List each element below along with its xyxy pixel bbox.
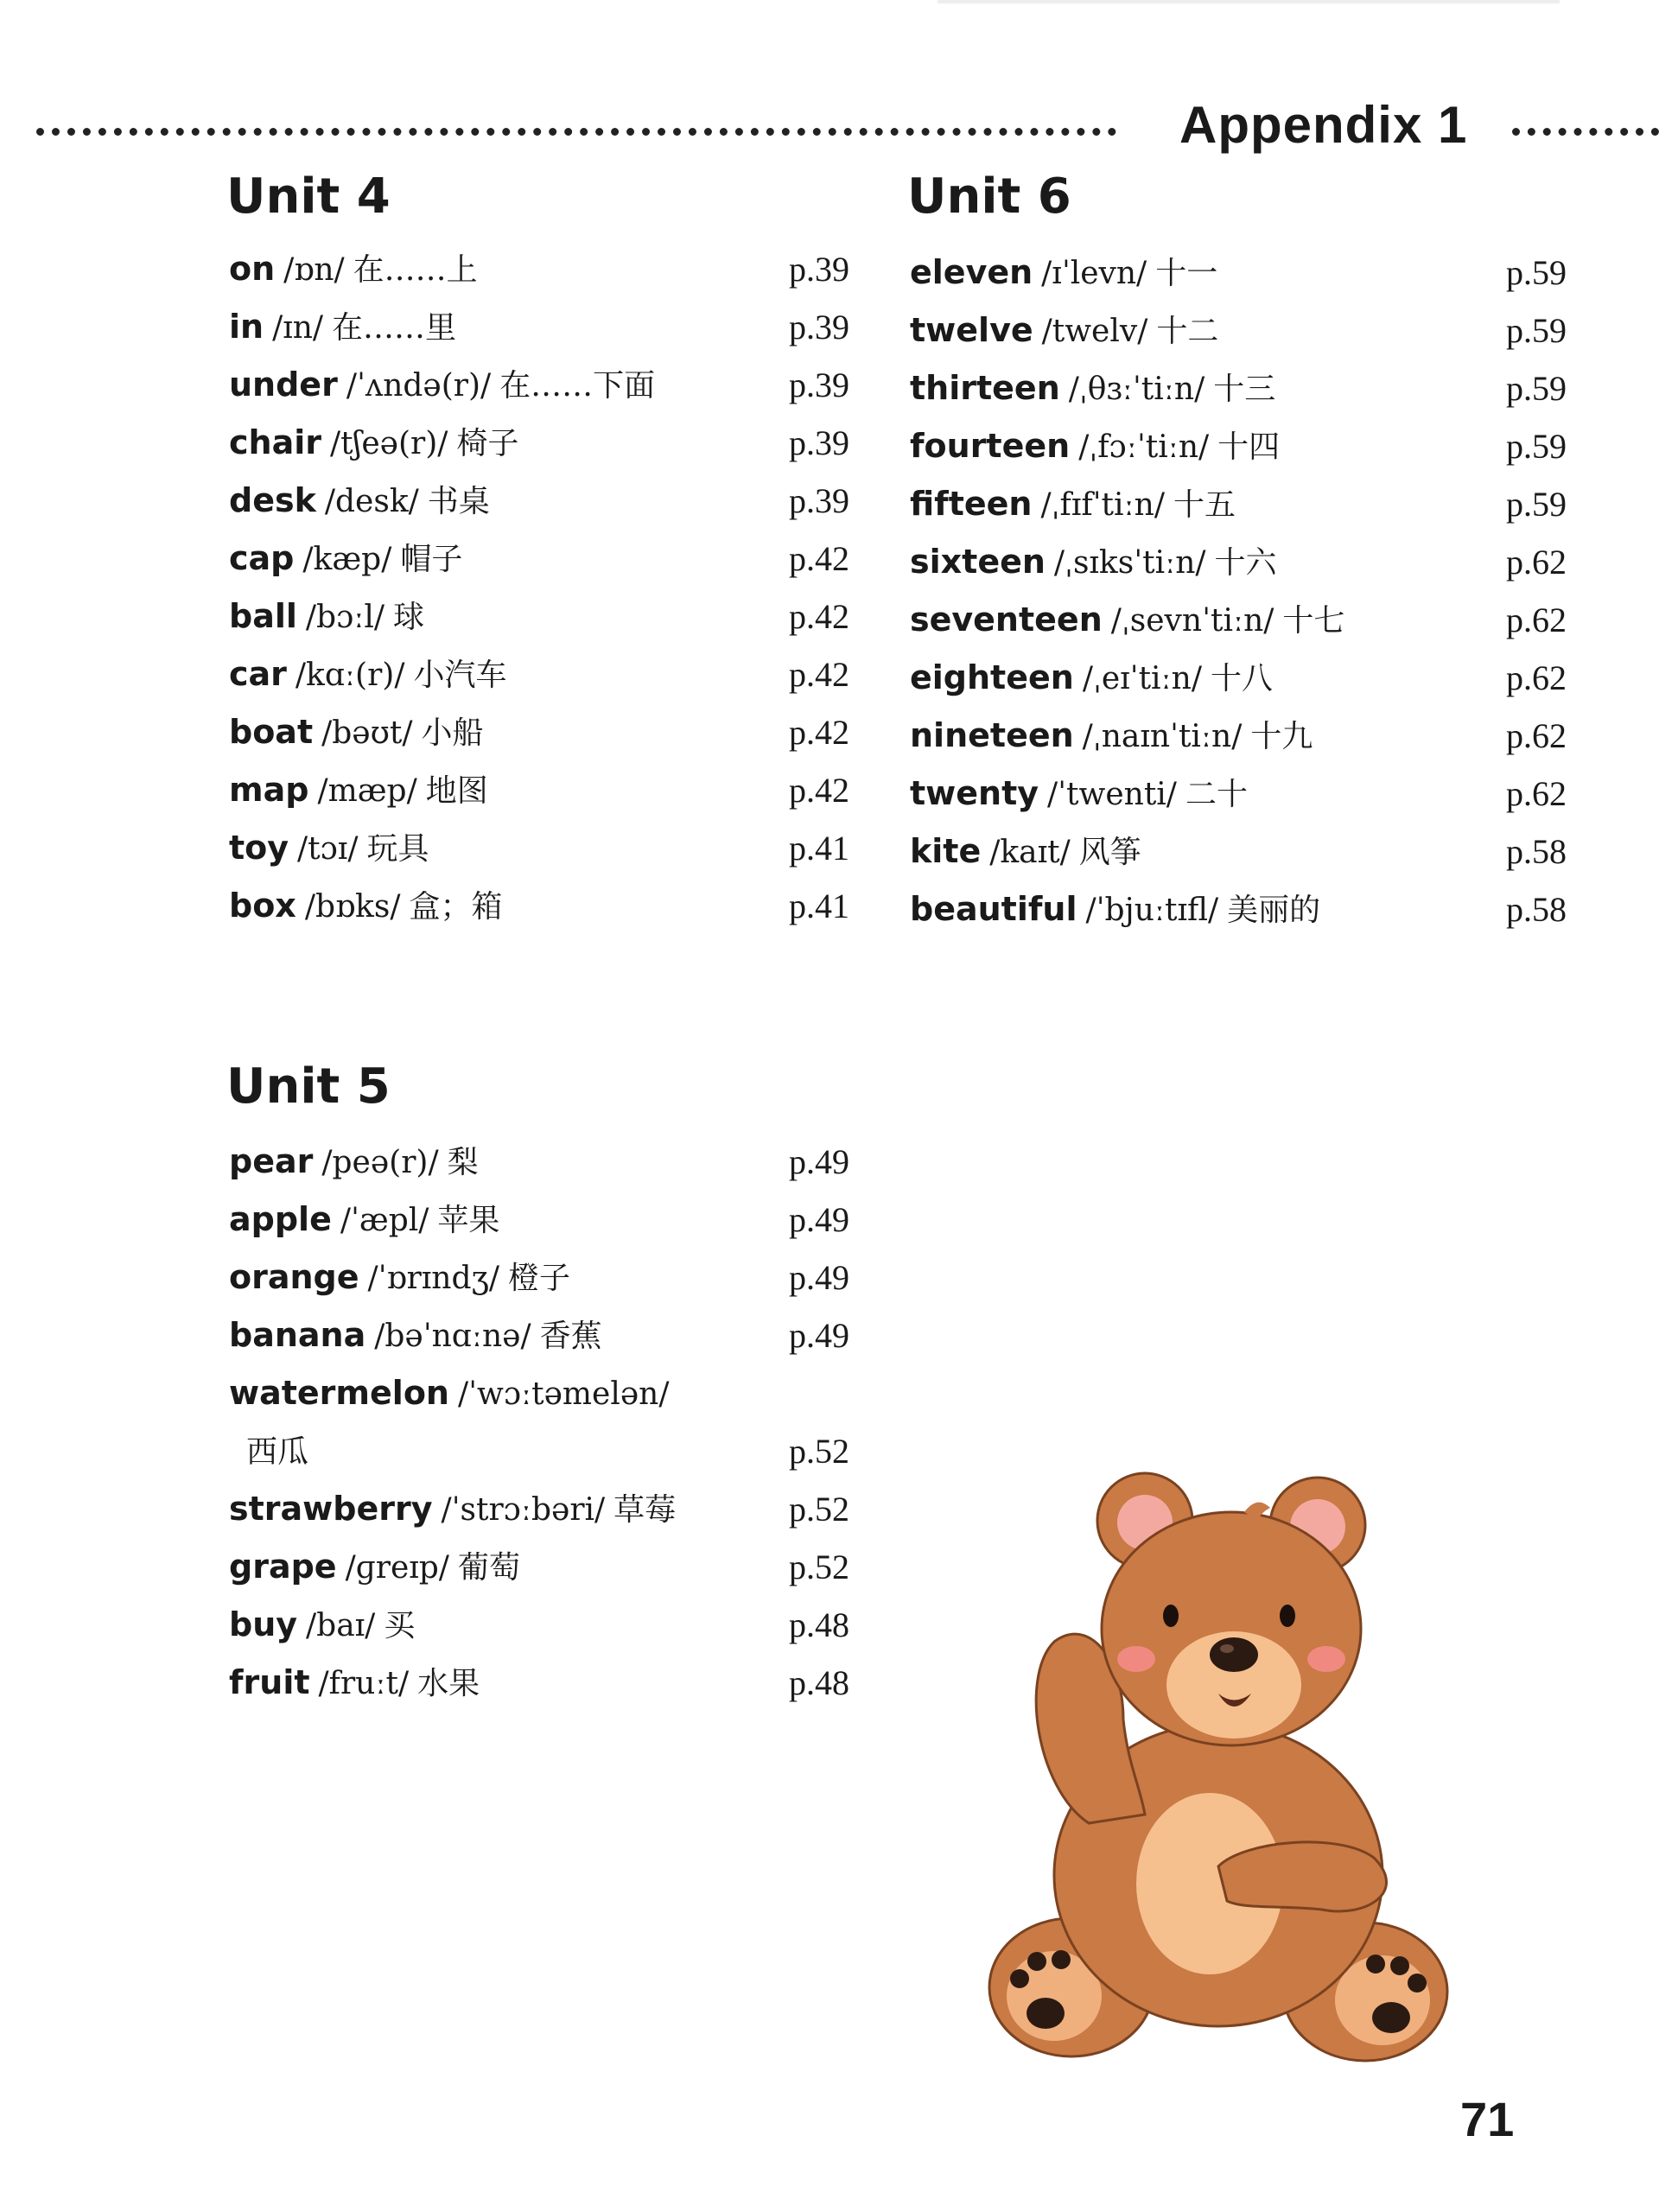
vocab-chinese: 风筝: [1078, 835, 1141, 870]
vocab-phonetic: /kɑː(r)/: [295, 658, 405, 693]
unit-6-vocab-list: [910, 244, 1567, 938]
vocab-chinese: 十二: [1156, 314, 1219, 349]
vocab-chinese: 十八: [1211, 661, 1274, 696]
vocab-chinese: 十五: [1173, 487, 1236, 523]
vocab-phonetic: /kæp/: [302, 542, 392, 577]
vocab-entry: [910, 591, 1567, 649]
vocab-word: on: [229, 250, 276, 288]
vocab-phonetic: /ˈstrɔːbəri/: [441, 1492, 606, 1528]
vocab-page-ref: p.39: [789, 481, 849, 520]
vocab-page-ref: p.62: [1506, 774, 1567, 813]
vocab-entry: [229, 1654, 849, 1712]
dotted-rule-left: [36, 128, 1116, 136]
vocab-page-ref: p.39: [789, 308, 849, 346]
vocab-entry: [910, 417, 1567, 475]
vocab-page-ref: p.49: [789, 1258, 849, 1297]
vocab-word: thirteen: [910, 369, 1060, 407]
vocab-entry: [229, 414, 849, 472]
vocab-chinese: 帽子: [400, 542, 463, 577]
vocab-page-ref: p.52: [789, 1548, 849, 1586]
vocab-phonetic: /bɔːl/: [305, 600, 385, 635]
vocab-word: fruit: [229, 1663, 310, 1701]
vocab-entry: [229, 1480, 849, 1538]
vocab-word: beautiful: [910, 890, 1077, 928]
vocab-chinese: 梨: [447, 1145, 479, 1180]
vocab-chinese: 在……里: [332, 310, 457, 346]
vocab-word: toy: [229, 829, 289, 867]
vocab-page-ref: p.62: [1506, 658, 1567, 697]
vocab-page-ref: p.59: [1506, 427, 1567, 466]
vocab-entry: [229, 530, 849, 588]
vocab-chinese: 十九: [1250, 719, 1313, 754]
vocab-phonetic: /twelv/: [1041, 314, 1148, 349]
top-edge-strip: [938, 0, 1560, 3]
vocab-page-ref: p.42: [789, 713, 849, 752]
vocab-word: map: [229, 771, 309, 809]
vocab-chinese: 水果: [417, 1666, 480, 1701]
vocab-phonetic: /ˌeɪˈtiːn/: [1082, 661, 1202, 696]
vocab-chinese: 在……下面: [499, 368, 656, 404]
vocab-page-ref: p.58: [1506, 890, 1567, 929]
vocab-phonetic: /ˌsɪksˈtiːn/: [1053, 545, 1206, 581]
vocab-entry: [229, 1538, 849, 1596]
vocab-chinese: 玩具: [366, 831, 429, 867]
vocab-page-ref: p.42: [789, 771, 849, 810]
vocab-entry: [229, 1422, 849, 1480]
vocab-word: nineteen: [910, 716, 1074, 754]
vocab-phonetic: /ɡreɪp/: [345, 1550, 449, 1586]
vocab-word: pear: [229, 1142, 314, 1180]
vocab-page-ref: p.49: [789, 1142, 849, 1181]
vocab-word: eighteen: [910, 658, 1074, 696]
vocab-word: strawberry: [229, 1490, 433, 1528]
vocab-word: ball: [229, 597, 297, 635]
vocab-word: desk: [229, 481, 316, 519]
vocab-chinese: 地图: [425, 773, 488, 809]
vocab-phonetic: /ɪˈlevn/: [1041, 256, 1147, 291]
vocab-phonetic: /kaɪt/: [989, 835, 1071, 870]
vocab-chinese: 盒；箱: [409, 889, 503, 925]
vocab-entry: [910, 244, 1567, 302]
vocab-word: eleven: [910, 253, 1033, 291]
vocab-entry: [229, 1249, 849, 1306]
unit-5-title: Unit 5: [226, 1058, 391, 1115]
vocab-phonetic: /bəʊt/: [321, 715, 413, 751]
vocab-chinese: 草莓: [613, 1492, 677, 1528]
vocab-phonetic: /ˈɒrɪndʒ/: [367, 1261, 499, 1296]
vocab-word: boat: [229, 713, 314, 751]
vocab-page-ref: p.41: [789, 887, 849, 925]
vocab-chinese: 椅子: [456, 426, 519, 461]
vocab-page-ref: p.48: [789, 1605, 849, 1644]
unit-6-title: Unit 6: [907, 168, 1071, 225]
vocab-phonetic: /ˈæpl/: [340, 1203, 429, 1238]
vocab-phonetic: /ˌnaɪnˈtiːn/: [1082, 719, 1243, 754]
vocab-entry: [229, 819, 849, 877]
vocab-word: under: [229, 365, 338, 404]
vocab-chinese: 在……上: [353, 252, 478, 288]
vocab-phonetic: /ˌθɜːˈtiːn/: [1068, 372, 1205, 407]
vocab-chinese: 二十: [1185, 777, 1248, 812]
vocab-chinese: 美丽的: [1227, 893, 1321, 928]
vocab-word: car: [229, 655, 287, 693]
vocab-entry: [229, 1191, 849, 1249]
page-number: 71: [1460, 2092, 1515, 2146]
vocab-phonetic: /ˌfɪfˈtiːn/: [1040, 487, 1165, 523]
vocab-word: box: [229, 887, 296, 925]
vocab-chinese: 西瓜: [246, 1434, 309, 1470]
unit-4-title: Unit 4: [226, 168, 391, 225]
vocab-chinese: 香蕉: [539, 1319, 602, 1354]
appendix-title: Appendix 1: [1179, 96, 1468, 154]
vocab-page-ref: p.39: [789, 365, 849, 404]
vocab-phonetic: /tɔɪ/: [297, 831, 359, 867]
vocab-word: cap: [229, 539, 295, 577]
vocab-entry: [910, 823, 1567, 880]
vocab-page-ref: p.62: [1506, 543, 1567, 582]
vocab-phonetic: /desk/: [324, 484, 419, 519]
vocab-word: twenty: [910, 774, 1039, 812]
teddy-bear-icon: [959, 1460, 1478, 2082]
unit-4-vocab-list: [229, 240, 849, 935]
vocab-word: chair: [229, 423, 321, 461]
vocab-entry: [229, 877, 849, 935]
vocab-word: sixteen: [910, 543, 1046, 581]
vocab-word: orange: [229, 1258, 359, 1296]
vocab-phonetic: /ɪn/: [272, 310, 324, 346]
vocab-chinese: 小汽车: [413, 658, 507, 693]
vocab-entry: [229, 1306, 849, 1364]
vocab-page-ref: p.62: [1506, 601, 1567, 639]
vocab-page-ref: p.39: [789, 423, 849, 462]
vocab-page-ref: p.62: [1506, 716, 1567, 755]
vocab-chinese: 买: [384, 1608, 416, 1643]
vocab-entry: [910, 707, 1567, 765]
bear-drawing: [989, 1473, 1447, 2061]
vocab-word: apple: [229, 1200, 332, 1238]
vocab-page-ref: p.59: [1506, 485, 1567, 524]
vocab-page-ref: p.48: [789, 1663, 849, 1702]
vocab-page-ref: p.49: [789, 1200, 849, 1239]
unit-5-vocab-list: [229, 1133, 849, 1712]
vocab-word: seventeen: [910, 601, 1103, 639]
vocab-word: grape: [229, 1548, 337, 1586]
vocab-entry: [229, 588, 849, 645]
vocab-phonetic: /baɪ/: [306, 1608, 376, 1643]
vocab-entry: [229, 356, 849, 414]
vocab-entry: [910, 880, 1567, 938]
vocab-chinese: 橙子: [508, 1261, 571, 1296]
vocab-word: kite: [910, 832, 982, 870]
vocab-page-ref: p.42: [789, 539, 849, 578]
dotted-rule-right: [1512, 128, 1659, 136]
vocab-chinese: 葡萄: [457, 1550, 520, 1586]
vocab-word: banana: [229, 1316, 366, 1354]
vocab-chinese: 十七: [1282, 603, 1345, 639]
vocab-entry: [910, 302, 1567, 359]
vocab-word: fifteen: [910, 485, 1033, 523]
vocab-phonetic: /ˈʌndə(r)/: [346, 368, 492, 404]
vocab-entry: [229, 703, 849, 761]
vocab-phonetic: /ɒn/: [283, 252, 345, 288]
vocab-chinese: 十一: [1155, 256, 1218, 291]
vocab-word: buy: [229, 1605, 298, 1643]
vocab-word: fourteen: [910, 427, 1071, 465]
vocab-page-ref: p.59: [1506, 369, 1567, 408]
vocab-phonetic: /ˌsevnˈtiːn/: [1110, 603, 1274, 639]
vocab-page-ref: p.39: [789, 250, 849, 289]
vocab-entry: [910, 475, 1567, 533]
vocab-page-ref: p.58: [1506, 832, 1567, 871]
vocab-entry: [229, 761, 849, 819]
vocab-chinese: 书桌: [427, 484, 490, 519]
vocab-word: watermelon: [229, 1374, 449, 1412]
vocab-phonetic: /bɒks/: [304, 889, 401, 925]
vocab-page-ref: p.52: [789, 1490, 849, 1529]
vocab-phonetic: /ˈbjuːtɪfl/: [1085, 893, 1219, 928]
vocab-entry: [910, 359, 1567, 417]
vocab-chinese: 苹果: [437, 1203, 500, 1238]
vocab-phonetic: /ˈwɔːtəmelən/: [457, 1376, 670, 1412]
vocab-entry: [910, 533, 1567, 591]
vocab-page-ref: p.41: [789, 829, 849, 868]
vocab-chinese: 球: [393, 600, 425, 635]
vocab-page-ref: p.42: [789, 655, 849, 694]
vocab-phonetic: /peə(r)/: [321, 1145, 439, 1180]
vocab-word: in: [229, 308, 264, 346]
vocab-page-ref: p.42: [789, 597, 849, 636]
vocab-entry: [229, 1364, 677, 1422]
vocab-entry: [229, 240, 849, 298]
vocab-chinese: 十四: [1217, 429, 1281, 465]
vocab-chinese: 小船: [421, 715, 484, 751]
vocab-entry: [229, 472, 849, 530]
vocab-entry: [229, 1133, 849, 1191]
vocab-page-ref: p.49: [789, 1316, 849, 1355]
vocab-entry: [229, 1596, 849, 1654]
vocab-page-ref: p.59: [1506, 311, 1567, 350]
vocab-phonetic: /mæp/: [317, 773, 417, 809]
vocab-chinese: 十三: [1213, 372, 1276, 407]
vocab-phonetic: /bəˈnɑːnə/: [374, 1319, 531, 1354]
vocab-phonetic: /fruːt/: [318, 1666, 410, 1701]
vocab-page-ref: p.59: [1506, 253, 1567, 292]
vocab-entry: [910, 649, 1567, 707]
vocab-entry: [910, 765, 1567, 823]
vocab-phonetic: /ˈtwenti/: [1047, 777, 1177, 812]
vocab-word: twelve: [910, 311, 1033, 349]
vocab-entry: [229, 645, 849, 703]
vocab-entry: [229, 298, 849, 356]
vocab-phonetic: /ˌfɔːˈtiːn/: [1078, 429, 1210, 465]
vocab-chinese: 十六: [1214, 545, 1277, 581]
vocab-page-ref: p.52: [789, 1432, 849, 1471]
vocab-phonetic: /tʃeə(r)/: [330, 426, 448, 461]
